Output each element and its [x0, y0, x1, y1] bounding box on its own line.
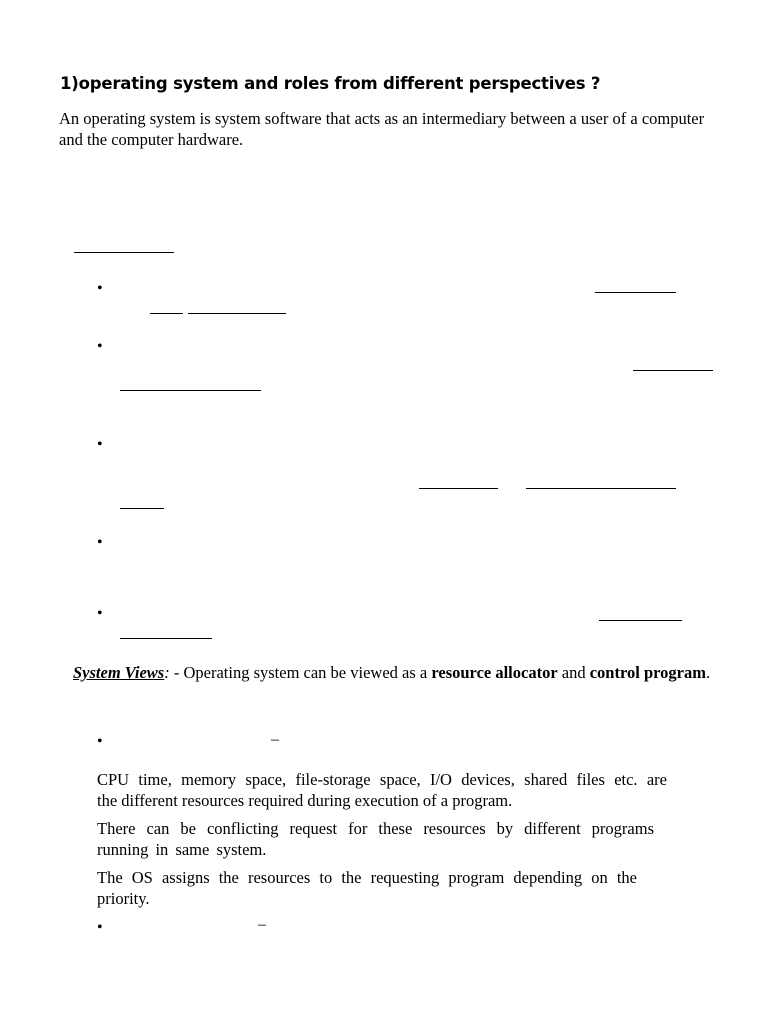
resources-paragraph-1: [97, 769, 667, 811]
section-underline: [74, 252, 174, 253]
bullet-1: •: [97, 280, 103, 297]
bullet-3: •: [97, 436, 103, 453]
underline: [419, 488, 498, 489]
underline: [120, 508, 164, 509]
bullet-5: •: [97, 605, 103, 622]
resource-allocator-term: resource allocator: [431, 663, 558, 682]
system-views-lead: - Operating system can be viewed as a: [169, 663, 432, 682]
control-program-term: control program: [589, 663, 706, 682]
system-views-end: .: [705, 663, 711, 682]
bullet-2: •: [97, 338, 103, 355]
resources-paragraph-3: [97, 867, 637, 909]
underline: [150, 313, 183, 314]
resources-p3-line2: priority.: [97, 889, 150, 908]
underline: [188, 313, 286, 314]
bullet-6: •: [97, 733, 103, 750]
underline: [120, 390, 261, 391]
underline: [120, 638, 212, 639]
underline: [599, 620, 682, 621]
system-views-and: and: [557, 663, 590, 682]
resources-p2-line1: There can be conflicting request for these resources by different programs: [97, 819, 654, 838]
system-views-paragraph: [73, 662, 713, 683]
bullet-4: •: [97, 534, 103, 551]
resources-paragraph-2: [97, 818, 654, 860]
system-views-title: System Views: [73, 663, 165, 682]
resources-p1-line1: CPU time, memory space, file-storage space, I/O devices, shared files etc. are: [97, 770, 667, 789]
dash: –: [258, 916, 266, 933]
underline: [595, 292, 676, 293]
underline: [526, 488, 676, 489]
intro-paragraph: An operating system is system software that acts as an intermediary between a user of a computer and the computer hardware.: [59, 109, 705, 149]
bullet-7: •: [97, 919, 103, 936]
resources-p1-line2: the different resources required during execution of a program.: [97, 791, 513, 810]
underline: [633, 370, 713, 371]
question-heading: 1)operating system and roles from different perspectives ?: [60, 74, 601, 93]
resources-p2-line2: running in same system.: [97, 840, 267, 859]
dash: –: [271, 731, 279, 748]
resources-p3-line1: The OS assigns the resources to the requesting program depending on the: [97, 868, 637, 887]
system-views-colon: :: [164, 663, 170, 682]
